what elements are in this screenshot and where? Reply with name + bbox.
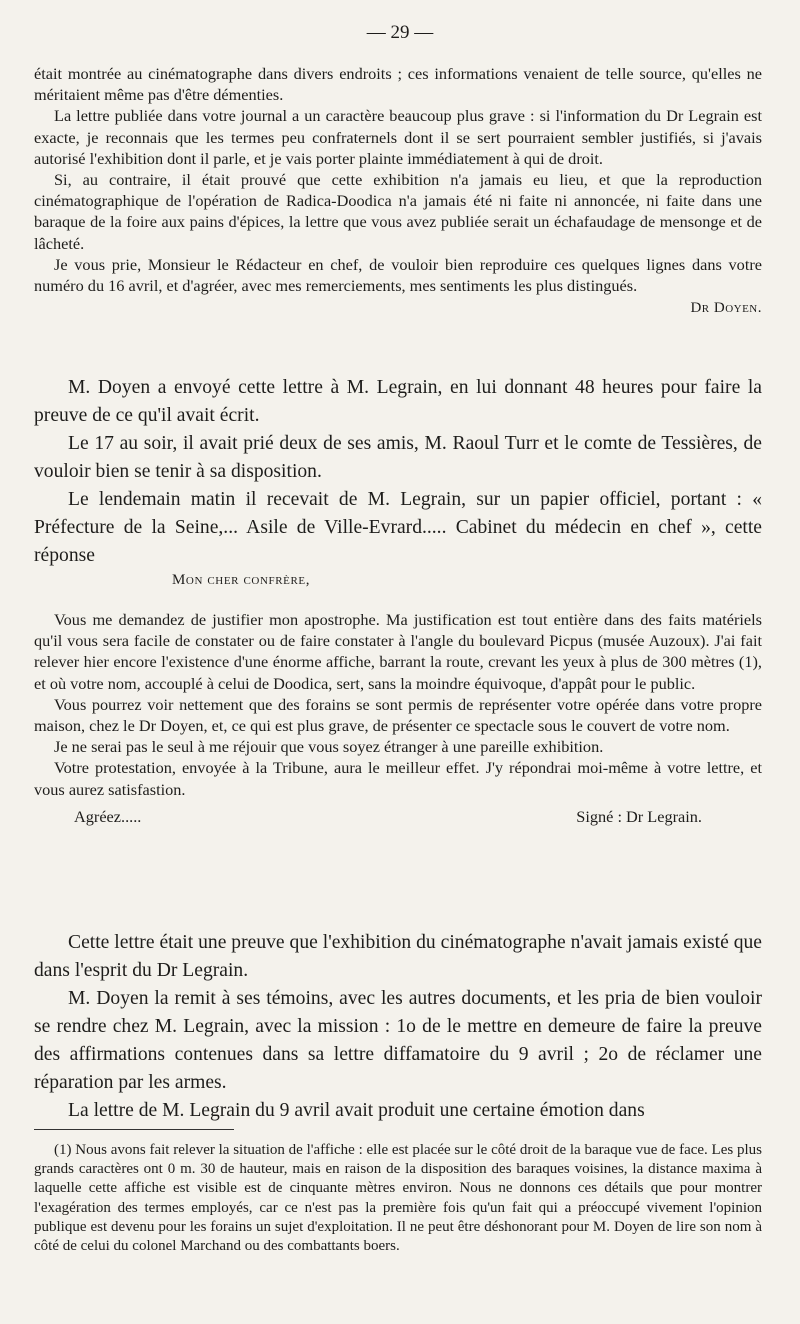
paragraph: M. Doyen a envoyé cette lettre à M. Legrain, en lui donnant 48 heures pour faire la preuve de ce qu'il avait écrit. <box>34 377 762 426</box>
page-number: — 29 — <box>366 22 434 43</box>
paragraph: Votre protestation, envoyée à la Tribune, aura le meilleur effet. J'y répondrai moi-même à votre lettre, et vous aurez satisfastion. <box>34 758 762 799</box>
footnote <box>34 1141 762 1256</box>
paragraph: Je ne serai pas le seul à me réjouir que vous soyez étranger à une pareille exhibition. <box>54 737 604 757</box>
paragraph: La lettre publiée dans votre journal a un caractère beaucoup plus grave : si l'information du Dr Legrain est exacte, je reconnais que les termes peu confraternels dont il se sert pourraient sembler justifiés, si j'avais autorisé l'exhibition dont il parle, et je vais porter plainte immédiatement à qui de droit. <box>34 106 762 168</box>
narrative-section-2 <box>34 929 762 1125</box>
paragraph: Vous me demandez de justifier mon apostrophe. Ma justification est tout entière dans des faits matériels qu'il vous sera facile de constater ou de faire constater à l'angle du boulevard Picpus (musée Auzoux). J'ai fait relever hier encore l'existence d'une énorme affiche, barrant la route, crevant les yeux à plus de 300 mètres (1), et où votre nom, accouplé à celui de Doodica, sert, sans la moindre équivoque, d'appât pour le public. <box>34 610 762 693</box>
letter-doyen <box>34 63 762 319</box>
paragraph: Vous pourrez voir nettement que des forains se sont permis de représenter votre opérée dans votre propre maison, chez le Dr Doyen, et, ce qui est plus grave, de présenter ce spectacle sous le couvert de votre nom. <box>34 694 762 736</box>
paragraph: Si, au contraire, il était prouvé que cette exhibition n'a jamais eu lieu, et que la reproduction cinématographique de l'opération de Radica-Doodica n'a jamais été ni faite ni annoncée, ni faite dans une baraque de la foire aux pains d'épices, la lettre que vous avez publiée serait un échafaudage de mensonge et de lâcheté. <box>34 170 762 253</box>
signature-doyen: Dr Doyen. <box>690 300 762 317</box>
footnote-text: (1) Nous avons fait relever la situation de l'affiche : elle est placée sur le côté droit de la baraque vue de face. Les plus grands caractères ont 0 m. 30 de hauteur, mais en raison de la disposition des baraques voisines, la distance maxima à laquelle cette affiche est visible est de cinquante mètres environ. Nous ne donnons ces détails que pour montrer l'exagération des termes employés, car ce n'est pas la première fois qu'un fait qui a préoccupé vivement l'opinion publique est devenu pour les forains un sujet d'exploitation. Il ne peut être déshonorant pour M. Doyen de lire son nom à côté de celui du colonel Marchand ou des combattants boers. <box>34 1142 762 1255</box>
paragraph: Le lendemain matin il recevait de M. Legrain, sur un papier officiel, portant : « Préfecture de la Seine,... Asile de Ville-Evrard..... Cabinet du médecin en chef », cette réponse <box>34 489 762 566</box>
letter-legrain <box>34 609 762 827</box>
paragraph: M. Doyen la remit à ses témoins, avec les autres documents, et les pria de bien vouloir se rendre chez M. Legrain, avec la mission : 1o de le mettre en demeure de faire la preuve des affirmations contenues dans sa lettre diffamatoire du 9 avril ; 2o de réclamer une réparation par les armes. <box>34 988 762 1093</box>
paragraph: était montrée au cinématographe dans divers endroits ; ces informations venaient de telle source, qu'elles ne méritaient même pas d'être démenties. <box>34 64 762 105</box>
paragraph: La lettre de M. Legrain du 9 avril avait produit une certaine émotion dans <box>68 1100 645 1121</box>
paragraph: Je vous prie, Monsieur le Rédacteur en chef, de vouloir bien reproduire ces quelques lignes dans votre numéro du 16 avril, et d'agréer, avec mes remerciements, mes sentiments les plus distingués. <box>34 254 762 296</box>
closing: Agréez..... <box>74 806 142 826</box>
signature-legrain: Signé : Dr Legrain. <box>576 806 702 826</box>
closing-row <box>34 806 762 827</box>
salutation: Mon cher confrère, <box>172 572 311 588</box>
paragraph: Cette lettre était une preuve que l'exhibition du cinématographe n'avait jamais existé que dans l'esprit du Dr Legrain. <box>34 932 762 981</box>
footnote-rule <box>34 1129 234 1130</box>
narrative-section-1 <box>34 374 762 570</box>
paragraph: Le 17 au soir, il avait prié deux de ses amis, M. Raoul Turr et le comte de Tessières, de vouloir bien se tenir à sa disposition. <box>34 433 762 482</box>
